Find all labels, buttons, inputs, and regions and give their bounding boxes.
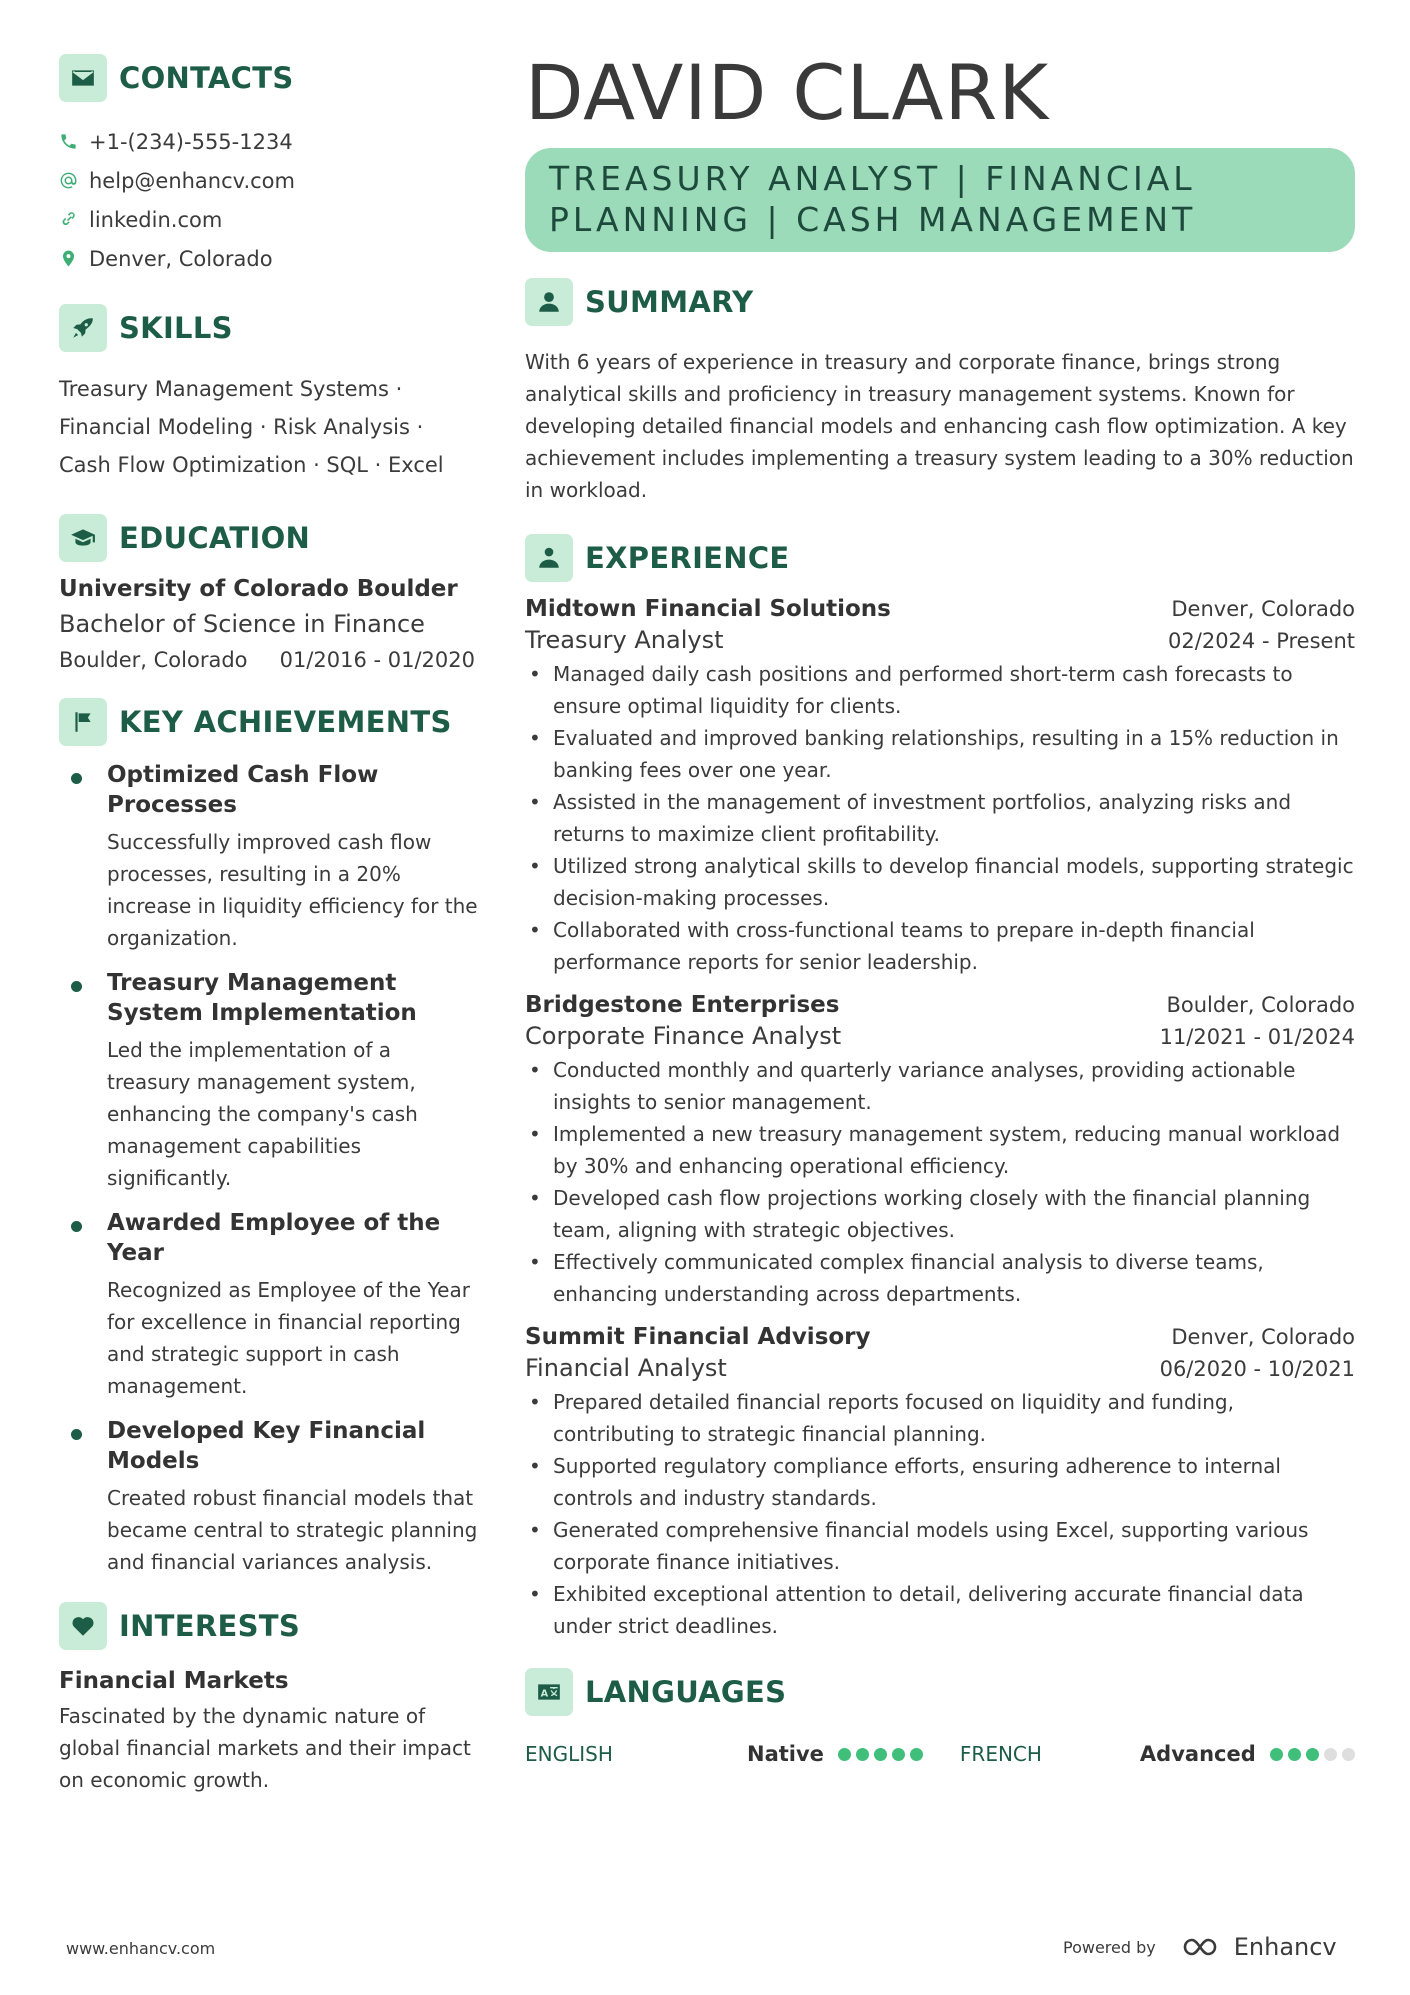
education-location: Boulder, Colorado (59, 648, 248, 672)
job-bullet: • Exhibited exceptional attention to detail, delivering accurate financial data under strict deadlines. (525, 1578, 1355, 1642)
job-entry (525, 596, 1355, 978)
svg-text:A: A (540, 1688, 549, 1700)
job-bullets (525, 1054, 1355, 1310)
job-bullet: • Conducted monthly and quarterly variance analyses, providing actionable insights to senior management. (525, 1054, 1355, 1118)
education-degree: Bachelor of Science in Finance (59, 610, 425, 638)
languages-heading: LANGUAGES (585, 1675, 787, 1709)
summary-text: With 6 years of experience in treasury and corporate finance, brings strong analytical skills and proficiency in treasury management systems. Known for developing detailed financial models and enhancing cash flow optimization. A key achievement includes implementing a treasury system leading to a 30% reduction in workload. (525, 350, 1354, 502)
job-bullet: • Generated comprehensive financial models using Excel, supporting various corporate finance initiatives. (525, 1514, 1355, 1578)
education-header (59, 514, 479, 562)
contact-phone (59, 122, 479, 161)
envelope-icon (59, 54, 107, 102)
job-location: Boulder, Colorado (1166, 993, 1355, 1017)
summary-heading: SUMMARY (585, 285, 754, 319)
job-bullet: • Utilized strong analytical skills to develop financial models, supporting strategic decision-making processes. (525, 850, 1355, 914)
job-role: Financial Analyst (525, 1354, 727, 1382)
interests-header (59, 1602, 479, 1650)
title-banner (525, 148, 1355, 252)
skills-line: Financial Modeling · Risk Analysis · (59, 415, 424, 439)
education-dates: 01/2016 - 01/2020 (279, 648, 475, 672)
at-icon (59, 171, 89, 190)
interest-desc: Fascinated by the dynamic nature of global financial markets and their impact on economic growth. (59, 1704, 471, 1792)
language-icon (525, 1668, 573, 1716)
achievement-desc: Led the implementation of a treasury management system, enhancing the company's cash management capabilities significantly. (107, 1038, 418, 1190)
education-school: University of Colorado Boulder (59, 576, 458, 602)
experience-header (525, 534, 1355, 582)
contact-linkedin (59, 200, 479, 239)
experience-heading: EXPERIENCE (585, 541, 790, 575)
education-meta (59, 648, 475, 672)
job-company: Bridgestone Enterprises (525, 992, 840, 1018)
proficiency-dot-empty (1324, 1748, 1337, 1761)
footer-website[interactable]: www.enhancv.com (66, 1939, 216, 1958)
job-bullets (525, 1386, 1355, 1642)
skills-line: Cash Flow Optimization · SQL · Excel (59, 453, 444, 477)
language-level: Advanced (1139, 1742, 1256, 1766)
contacts-heading: CONTACTS (119, 61, 294, 95)
achievements-list (59, 760, 479, 1578)
job-dates: 02/2024 - Present (1168, 629, 1355, 653)
skills-heading: SKILLS (119, 311, 233, 345)
location-text: Denver, Colorado (89, 246, 273, 271)
job-location: Denver, Colorado (1171, 1325, 1355, 1349)
job-bullet: • Managed daily cash positions and performed short-term cash forecasts to ensure optimal liquidity for clients. (525, 658, 1355, 722)
language-name: ENGLISH (525, 1742, 613, 1766)
job-bullet: • Effectively communicated complex financial analysis to diverse teams, enhancing understanding across departments. (525, 1246, 1355, 1310)
summary-header (525, 278, 1355, 326)
proficiency-dot-filled (892, 1748, 905, 1761)
proficiency-dot-filled (910, 1748, 923, 1761)
achievement-title: Developed Key Financial Models (107, 1418, 426, 1474)
job-bullets (525, 658, 1355, 978)
achievement-item (59, 1416, 479, 1578)
person-icon (525, 278, 573, 326)
job-role: Corporate Finance Analyst (525, 1022, 842, 1050)
link-icon (59, 210, 89, 229)
language-level: Native (747, 1742, 824, 1766)
languages-row (525, 1742, 1355, 1766)
achievement-title: Treasury Management System Implementation (107, 970, 417, 1026)
job-dates: 11/2021 - 01/2024 (1159, 1025, 1355, 1049)
job-bullet: • Collaborated with cross-functional teams to prepare in-depth financial performance reports for senior leadership. (525, 914, 1355, 978)
footer-branding (1063, 1933, 1337, 1961)
businessperson-icon (525, 534, 573, 582)
phone-text[interactable]: +1-(234)-555-1234 (89, 129, 293, 154)
left-column (59, 54, 479, 1796)
skills-line: Treasury Management Systems · (59, 377, 403, 401)
candidate-name: DAVID CLARK (525, 48, 1050, 137)
proficiency-dots (838, 1748, 928, 1761)
skills-header (59, 304, 479, 352)
proficiency-dot-filled (1306, 1748, 1319, 1761)
achievements-header (59, 698, 479, 746)
interests-heading: INTERESTS (119, 1609, 301, 1643)
contact-location (59, 239, 479, 278)
email-text[interactable]: help@enhancv.com (89, 168, 295, 193)
job-company: Midtown Financial Solutions (525, 596, 891, 622)
achievement-item (59, 1208, 479, 1402)
achievement-title: Optimized Cash Flow Processes (107, 762, 379, 818)
achievement-desc: Created robust financial models that became central to strategic planning and financial variances analysis. (107, 1486, 478, 1574)
achievement-item (59, 760, 479, 954)
language-name: FRENCH (959, 1742, 1042, 1766)
graduation-cap-icon (59, 514, 107, 562)
education-heading: EDUCATION (119, 521, 311, 555)
skills-list (59, 370, 479, 484)
proficiency-dot-filled (1270, 1748, 1283, 1761)
proficiency-dot-empty (1342, 1748, 1355, 1761)
proficiency-dot-filled (838, 1748, 851, 1761)
job-company: Summit Financial Advisory (525, 1324, 871, 1350)
job-bullet: • Developed cash flow projections working closely with the financial planning team, aligning with strategic objectives. (525, 1182, 1355, 1246)
contact-email (59, 161, 479, 200)
proficiency-dots (1270, 1748, 1360, 1761)
contact-list (59, 122, 479, 278)
job-bullet: • Prepared detailed financial reports focused on liquidity and funding, contributing to strategic financial planning. (525, 1386, 1355, 1450)
job-bullet: • Evaluated and improved banking relationships, resulting in a 15% reduction in banking fees over one year. (525, 722, 1355, 786)
title-line: PLANNING | CASH MANAGEMENT (549, 200, 1197, 239)
rocket-icon (59, 304, 107, 352)
heart-icon (59, 1602, 107, 1650)
job-bullet: • Assisted in the management of investment portfolios, analyzing risks and returns to maximize client profitability. (525, 786, 1355, 850)
achievement-title: Awarded Employee of the Year (107, 1210, 441, 1266)
job-entry (525, 992, 1355, 1310)
job-bullet: • Implemented a new treasury management system, reducing manual workload by 30% and enhancing operational efficiency. (525, 1118, 1355, 1182)
phone-icon (59, 132, 89, 151)
location-pin-icon (59, 249, 89, 268)
enhancv-logo[interactable] (1180, 1933, 1337, 1961)
flag-icon (59, 698, 107, 746)
language-item (525, 1742, 928, 1766)
job-role: Treasury Analyst (525, 626, 724, 654)
interest-title: Financial Markets (59, 1668, 289, 1694)
bullet-dot (71, 1221, 82, 1232)
proficiency-dot-filled (874, 1748, 887, 1761)
title-line: TREASURY ANALYST | FINANCIAL (549, 159, 1196, 198)
brand-name: Enhancv (1233, 1933, 1337, 1961)
right-column (525, 50, 1355, 1766)
languages-header (525, 1668, 1355, 1716)
achievements-heading: KEY ACHIEVEMENTS (119, 705, 452, 739)
achievement-item (59, 968, 479, 1194)
bullet-dot (71, 981, 82, 992)
linkedin-text[interactable]: linkedin.com (89, 207, 223, 232)
bullet-dot (71, 773, 82, 784)
powered-by-label: Powered by (1063, 1937, 1156, 1957)
achievement-desc: Successfully improved cash flow processes, resulting in a 20% increase in liquidity efficiency for the organization. (107, 830, 478, 950)
bullet-dot (71, 1429, 82, 1440)
job-subheader (525, 1354, 1355, 1382)
job-entry (525, 1324, 1355, 1642)
achievement-desc: Recognized as Employee of the Year for excellence in financial reporting and strategic support in cash management. (107, 1278, 470, 1398)
job-header (525, 596, 1355, 622)
job-header (525, 992, 1355, 1018)
language-item (960, 1742, 1360, 1766)
job-subheader (525, 626, 1355, 654)
job-bullet: • Supported regulatory compliance efforts, ensuring adherence to internal controls and industry standards. (525, 1450, 1355, 1514)
enhancv-logo-icon (1180, 1934, 1226, 1960)
job-header (525, 1324, 1355, 1350)
job-location: Denver, Colorado (1171, 597, 1355, 621)
job-subheader (525, 1022, 1355, 1050)
job-dates: 06/2020 - 10/2021 (1159, 1357, 1355, 1381)
proficiency-dot-filled (856, 1748, 869, 1761)
proficiency-dot-filled (1288, 1748, 1301, 1761)
contacts-header (59, 54, 479, 102)
